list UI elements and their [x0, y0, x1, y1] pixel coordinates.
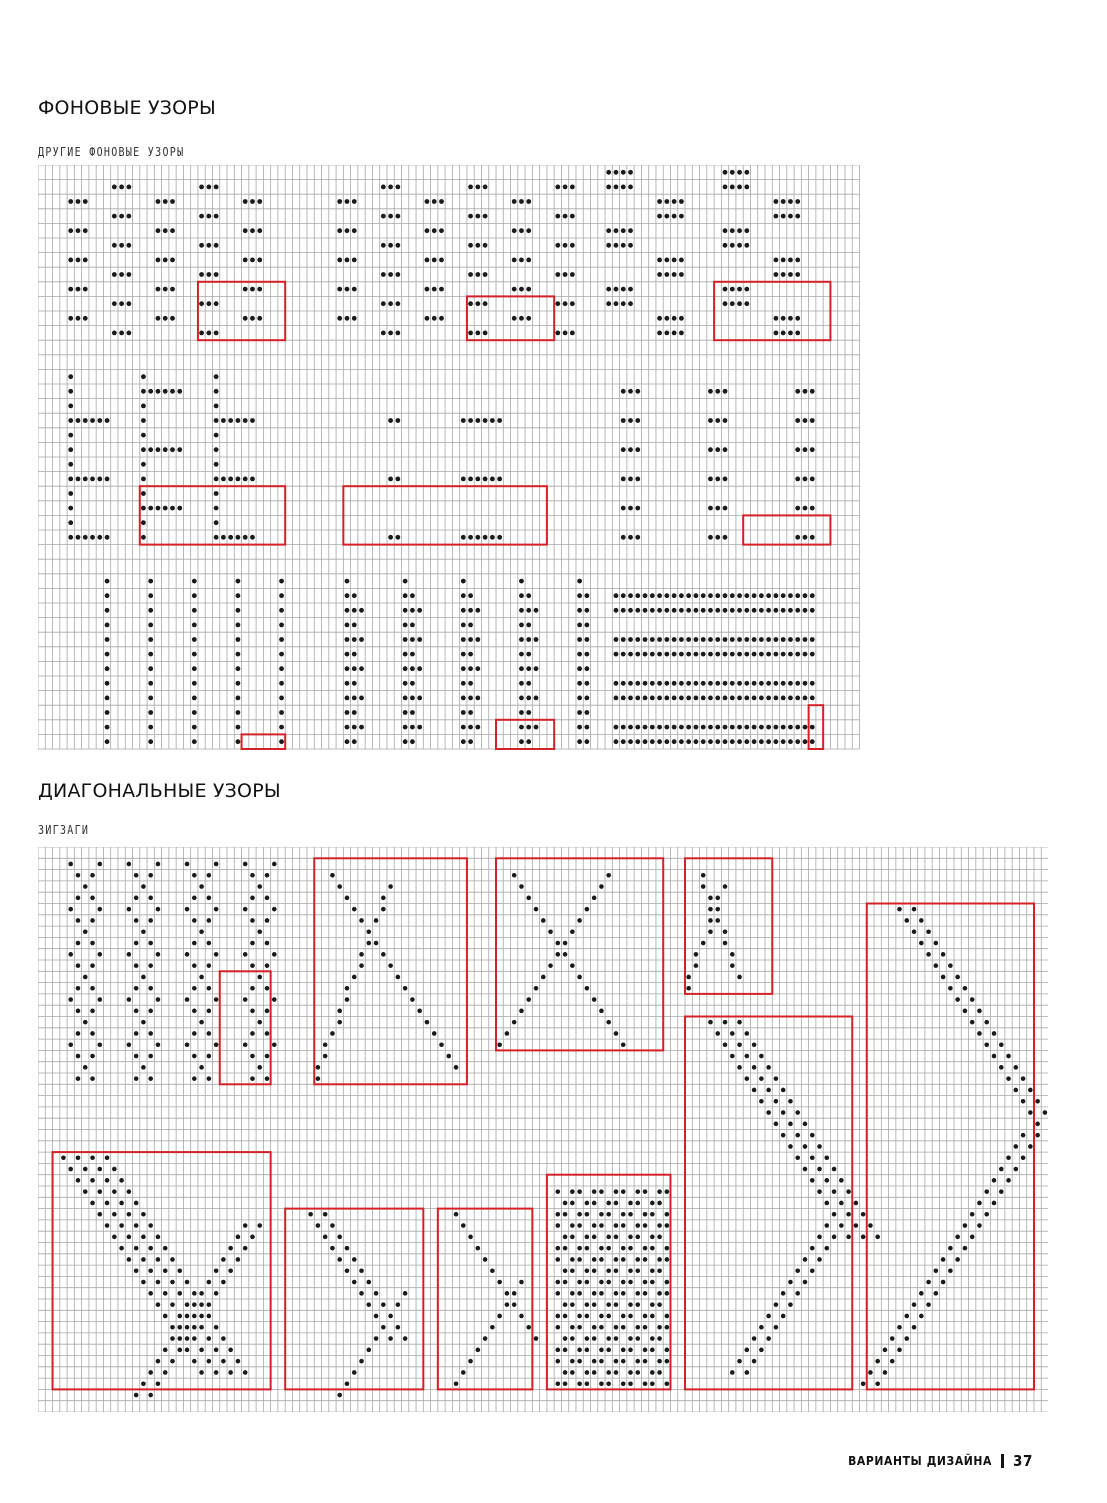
chart-zigzag-patterns [38, 847, 1048, 1412]
footer-separator [1001, 1454, 1004, 1468]
subtitle-other-background: ДРУГИЕ ФОНОВЫЕ УЗОРЫ [38, 146, 185, 160]
section-title-diagonal: ДИАГОНАЛЬНЫЕ УЗОРЫ [38, 780, 281, 802]
subtitle-zigzags: ЗИГЗАГИ [38, 824, 90, 838]
page-number: 37 [1013, 1452, 1033, 1470]
page-footer [848, 1452, 1033, 1470]
chart-background-patterns [38, 165, 862, 753]
grid-lines [38, 165, 860, 749]
repeat-box [867, 904, 1034, 1390]
section-title-background: ФОНОВЫЕ УЗОРЫ [38, 97, 216, 119]
grid-lines [38, 847, 1048, 1412]
footer-label: ВАРИАНТЫ ДИЗАЙНА [848, 1454, 993, 1468]
